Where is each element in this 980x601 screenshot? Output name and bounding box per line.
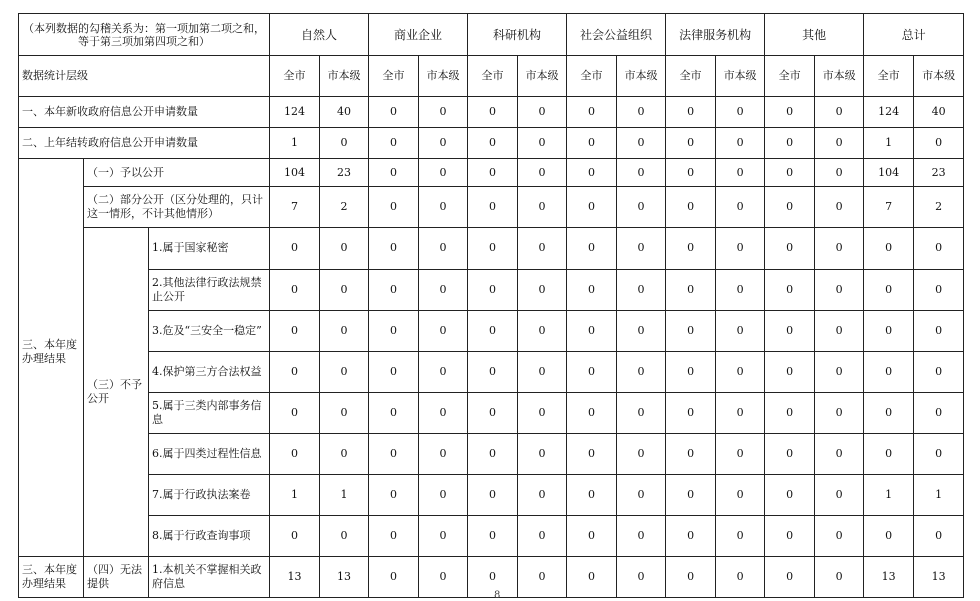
table-cell: 0 — [666, 228, 716, 269]
sub-header-all: 全市 — [666, 56, 716, 97]
table-cell: 23 — [320, 158, 369, 187]
row-label: 3.危及“三安全一稳定” — [149, 310, 270, 351]
table-cell: 0 — [567, 515, 617, 556]
table-cell: 0 — [518, 310, 567, 351]
table-cell: 1 — [270, 127, 320, 158]
header-row-levels — [19, 56, 964, 97]
table-cell: 0 — [765, 433, 815, 474]
table-cell: 0 — [518, 97, 567, 128]
table-cell: 0 — [914, 269, 964, 310]
table-row — [19, 187, 964, 228]
table-cell: 0 — [419, 310, 468, 351]
table-cell: 0 — [666, 187, 716, 228]
table-cell: 13 — [270, 556, 320, 597]
table-cell: 0 — [617, 351, 666, 392]
row-label: 7.属于行政执法案卷 — [149, 474, 270, 515]
table-cell: 0 — [765, 515, 815, 556]
table-cell: 0 — [815, 433, 864, 474]
table-cell: 0 — [419, 392, 468, 433]
table-cell: 0 — [815, 97, 864, 128]
table-cell: 0 — [864, 228, 914, 269]
table-cell: 0 — [815, 515, 864, 556]
table-cell: 0 — [518, 556, 567, 597]
table-cell: 0 — [567, 97, 617, 128]
table-row — [19, 158, 964, 187]
table-cell: 0 — [518, 515, 567, 556]
table-cell: 0 — [419, 474, 468, 515]
table-cell: 0 — [567, 158, 617, 187]
table-cell: 0 — [815, 474, 864, 515]
table-cell: 0 — [320, 228, 369, 269]
org-header-other: 其他 — [765, 14, 864, 56]
table-cell: 0 — [518, 433, 567, 474]
table-cell: 0 — [617, 187, 666, 228]
table-cell: 0 — [815, 127, 864, 158]
table-cell: 0 — [419, 269, 468, 310]
table-row — [19, 515, 964, 556]
table-cell: 23 — [914, 158, 964, 187]
table-cell: 0 — [567, 228, 617, 269]
table-cell: 0 — [468, 158, 518, 187]
table-cell: 0 — [617, 269, 666, 310]
table-cell: 0 — [320, 127, 369, 158]
table-cell: 0 — [419, 433, 468, 474]
table-cell: 124 — [864, 97, 914, 128]
table-cell: 0 — [666, 433, 716, 474]
table-cell: 0 — [419, 158, 468, 187]
table-cell: 0 — [518, 127, 567, 158]
org-header-public-welfare: 社会公益组织 — [567, 14, 666, 56]
table-cell: 0 — [617, 433, 666, 474]
table-row — [19, 474, 964, 515]
table-cell: 0 — [369, 228, 419, 269]
sub-header-city: 市本级 — [518, 56, 567, 97]
table-cell: 0 — [716, 228, 765, 269]
table-cell: 40 — [320, 97, 369, 128]
table-cell: 104 — [864, 158, 914, 187]
sub-header-city: 市本级 — [815, 56, 864, 97]
header-row-orgs — [19, 14, 964, 56]
table-cell: 0 — [864, 515, 914, 556]
org-header-business: 商业企业 — [369, 14, 468, 56]
sub-header-all: 全市 — [369, 56, 419, 97]
table-cell: 0 — [567, 310, 617, 351]
table-cell: 0 — [815, 310, 864, 351]
table-cell: 0 — [320, 392, 369, 433]
table-cell: 0 — [765, 556, 815, 597]
group-label-section3-repeat: 三、本年度办理结果 — [19, 556, 84, 597]
table-cell: 0 — [419, 556, 468, 597]
row-label: 5.属于三类内部事务信息 — [149, 392, 270, 433]
group-label-text: 三、本年度办理结果 — [22, 337, 77, 365]
table-cell: 0 — [765, 310, 815, 351]
table-cell: 0 — [716, 474, 765, 515]
table-row — [19, 351, 964, 392]
table-cell: 0 — [270, 269, 320, 310]
table-cell: 0 — [369, 187, 419, 228]
table-cell: 0 — [666, 515, 716, 556]
row-label: 4.保护第三方合法权益 — [149, 351, 270, 392]
table-cell: 0 — [765, 158, 815, 187]
table-cell: 0 — [320, 433, 369, 474]
table-cell: 0 — [914, 515, 964, 556]
sub-header-city: 市本级 — [419, 56, 468, 97]
sub-header-all: 全市 — [765, 56, 815, 97]
table-cell: 0 — [716, 97, 765, 128]
table-cell: 0 — [815, 351, 864, 392]
table-cell: 0 — [468, 127, 518, 158]
table-row — [19, 556, 964, 597]
table-cell: 0 — [914, 351, 964, 392]
table-cell: 0 — [369, 158, 419, 187]
table-cell: 0 — [369, 515, 419, 556]
table-cell: 0 — [419, 515, 468, 556]
table-row — [19, 310, 964, 351]
table-cell: 0 — [270, 351, 320, 392]
row-label: （一）予以公开 — [84, 158, 270, 187]
table-cell: 0 — [468, 392, 518, 433]
table-cell: 7 — [270, 187, 320, 228]
table-cell: 0 — [468, 474, 518, 515]
table-cell: 0 — [864, 351, 914, 392]
table-cell: 0 — [468, 515, 518, 556]
table-cell: 0 — [617, 474, 666, 515]
table-cell: 0 — [369, 556, 419, 597]
table-cell: 0 — [765, 187, 815, 228]
table-cell: 0 — [270, 392, 320, 433]
table-cell: 0 — [270, 515, 320, 556]
table-cell: 0 — [815, 158, 864, 187]
table-cell: 0 — [914, 127, 964, 158]
table-cell: 0 — [617, 392, 666, 433]
sub-header-all: 全市 — [864, 56, 914, 97]
group-label-cannot-provide: （四）无法提供 — [84, 556, 149, 597]
table-cell: 0 — [716, 556, 765, 597]
table-cell: 0 — [666, 269, 716, 310]
table-cell: 0 — [369, 474, 419, 515]
table-row — [19, 97, 964, 128]
table-cell: 0 — [567, 392, 617, 433]
table-cell: 1 — [864, 474, 914, 515]
table-cell: 1 — [864, 127, 914, 158]
table-cell: 0 — [468, 228, 518, 269]
table-cell: 0 — [419, 351, 468, 392]
table-cell: 7 — [864, 187, 914, 228]
table-cell: 0 — [716, 392, 765, 433]
table-cell: 0 — [468, 351, 518, 392]
table-cell: 0 — [815, 228, 864, 269]
table-cell: 0 — [369, 97, 419, 128]
table-cell: 0 — [716, 127, 765, 158]
table-cell: 0 — [765, 269, 815, 310]
row-label: 一、本年新收政府信息公开申请数量 — [19, 97, 270, 128]
table-cell: 0 — [369, 310, 419, 351]
table-cell: 0 — [666, 351, 716, 392]
table-cell: 0 — [716, 351, 765, 392]
table-cell: 0 — [666, 556, 716, 597]
row-label: 1.本机关不掌握相关政府信息 — [149, 556, 270, 597]
table-row — [19, 392, 964, 433]
table-cell: 0 — [815, 187, 864, 228]
table-cell: 0 — [864, 433, 914, 474]
table-cell: 0 — [666, 474, 716, 515]
table-cell: 0 — [419, 228, 468, 269]
table-cell: 0 — [468, 556, 518, 597]
table-cell: 0 — [468, 97, 518, 128]
table-cell: 0 — [617, 97, 666, 128]
table-cell: 0 — [270, 228, 320, 269]
table-cell: 1 — [270, 474, 320, 515]
table-cell: 2 — [320, 187, 369, 228]
table-cell: 0 — [864, 269, 914, 310]
table-cell: 0 — [716, 310, 765, 351]
table-cell: 0 — [468, 269, 518, 310]
table-row — [19, 433, 964, 474]
table-cell: 0 — [617, 310, 666, 351]
table-cell: 0 — [567, 187, 617, 228]
table-cell: 104 — [270, 158, 320, 187]
row-label: 6.属于四类过程性信息 — [149, 433, 270, 474]
table-cell: 0 — [369, 269, 419, 310]
table-cell: 0 — [567, 127, 617, 158]
table-cell: 0 — [320, 269, 369, 310]
table-cell: 0 — [914, 228, 964, 269]
table-cell: 0 — [419, 97, 468, 128]
sub-header-all: 全市 — [270, 56, 320, 97]
group-label-not-public: （三）不予公开 — [84, 228, 149, 556]
table-cell: 0 — [617, 515, 666, 556]
table-cell: 0 — [270, 433, 320, 474]
group-label-section3 — [19, 158, 84, 556]
table-cell: 0 — [815, 269, 864, 310]
table-cell: 0 — [468, 187, 518, 228]
table-cell: 40 — [914, 97, 964, 128]
table-cell: 0 — [518, 351, 567, 392]
table-cell: 0 — [815, 556, 864, 597]
table-cell: 124 — [270, 97, 320, 128]
table-cell: 0 — [518, 392, 567, 433]
table-row — [19, 127, 964, 158]
row-label: （二）部分公开（区分处理的，只计这一情形，不计其他情形） — [84, 187, 270, 228]
table-cell: 0 — [567, 269, 617, 310]
table-cell: 0 — [914, 310, 964, 351]
table-cell: 0 — [518, 269, 567, 310]
table-cell: 0 — [666, 310, 716, 351]
table-note: （本列数据的勾稽关系为：第一项加第二项之和，等于第三项加第四项之和） — [19, 14, 270, 56]
table-cell: 0 — [320, 515, 369, 556]
table-cell: 0 — [914, 433, 964, 474]
table-row — [19, 269, 964, 310]
row-label-header: 数据统计层级 — [19, 56, 270, 97]
org-header-total: 总计 — [864, 14, 964, 56]
table-cell: 0 — [617, 228, 666, 269]
table-cell: 0 — [518, 228, 567, 269]
org-header-research: 科研机构 — [468, 14, 567, 56]
row-label: 二、上年结转政府信息公开申请数量 — [19, 127, 270, 158]
table-cell: 0 — [716, 515, 765, 556]
table-cell: 0 — [617, 158, 666, 187]
table-cell: 0 — [765, 474, 815, 515]
table-cell: 1 — [914, 474, 964, 515]
table-cell: 0 — [716, 158, 765, 187]
table-cell: 0 — [518, 158, 567, 187]
table-cell: 0 — [518, 474, 567, 515]
table-cell: 0 — [320, 310, 369, 351]
table-cell: 0 — [518, 187, 567, 228]
row-label: 2.其他法律行政法规禁止公开 — [149, 269, 270, 310]
table-cell: 0 — [716, 269, 765, 310]
table-cell: 0 — [666, 158, 716, 187]
table-cell: 0 — [666, 127, 716, 158]
page-number: 8 — [494, 590, 501, 601]
table-cell: 0 — [617, 556, 666, 597]
table-cell: 0 — [419, 127, 468, 158]
table-cell: 0 — [468, 433, 518, 474]
table-cell: 0 — [864, 310, 914, 351]
table-cell: 0 — [369, 392, 419, 433]
table-cell: 0 — [914, 392, 964, 433]
table-row — [19, 228, 964, 269]
org-header-natural-person: 自然人 — [270, 14, 369, 56]
table-cell: 1 — [320, 474, 369, 515]
table-cell: 0 — [320, 351, 369, 392]
sub-header-all: 全市 — [567, 56, 617, 97]
table-cell: 0 — [567, 556, 617, 597]
table-cell: 0 — [567, 474, 617, 515]
table-cell: 0 — [765, 351, 815, 392]
table-cell: 0 — [468, 310, 518, 351]
table-cell: 13 — [320, 556, 369, 597]
table-cell: 13 — [864, 556, 914, 597]
table-cell: 0 — [567, 433, 617, 474]
row-label: 8.属于行政查询事项 — [149, 515, 270, 556]
table-cell: 0 — [369, 433, 419, 474]
table-cell: 13 — [914, 556, 964, 597]
table-cell: 0 — [419, 187, 468, 228]
table-cell: 2 — [914, 187, 964, 228]
sub-header-city: 市本级 — [617, 56, 666, 97]
table-cell: 0 — [765, 97, 815, 128]
table-cell: 0 — [864, 392, 914, 433]
statistics-table — [18, 13, 964, 598]
row-label: 1.属于国家秘密 — [149, 228, 270, 269]
table-cell: 0 — [617, 127, 666, 158]
sub-header-city: 市本级 — [914, 56, 964, 97]
table-cell: 0 — [765, 228, 815, 269]
sub-header-all: 全市 — [468, 56, 518, 97]
org-header-legal-service: 法律服务机构 — [666, 14, 765, 56]
table-cell: 0 — [666, 97, 716, 128]
table-cell: 0 — [815, 392, 864, 433]
table-cell: 0 — [765, 392, 815, 433]
table-cell: 0 — [270, 310, 320, 351]
table-cell: 0 — [716, 187, 765, 228]
table-cell: 0 — [716, 433, 765, 474]
sub-header-city: 市本级 — [320, 56, 369, 97]
table-cell: 0 — [666, 392, 716, 433]
sub-header-city: 市本级 — [716, 56, 765, 97]
table-cell: 0 — [567, 351, 617, 392]
table-cell: 0 — [765, 127, 815, 158]
table-cell: 0 — [369, 351, 419, 392]
table-cell: 0 — [369, 127, 419, 158]
